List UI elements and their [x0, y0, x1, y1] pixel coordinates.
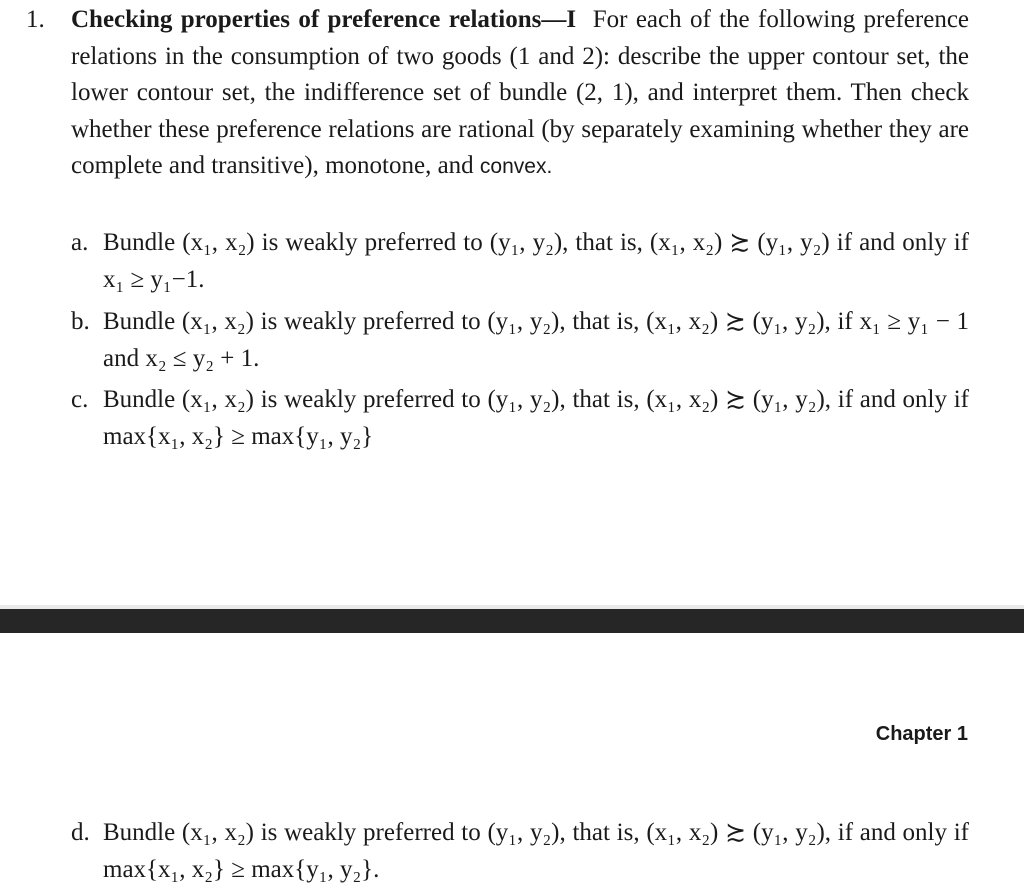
sub-item-text: Bundle (x₁, x₂) is weakly preferred to (y₁, y₂), that is, (x₁, x₂) ≿ (y₁, y₂), if and only if max{x₁, x₂} ≥ max{y₁, y₂}. [103, 819, 969, 883]
sub-item-text: Bundle (x₁, x₂) is weakly preferred to (y₁, y₂), that is, (x₁, x₂) ≿ (y₁, y₂), if and only if max{x₁, x₂} ≥ max{y₁, y₂} [103, 386, 969, 450]
sub-item-text: Bundle (x₁, x₂) is weakly preferred to (y₁, y₂), that is, (x₁, x₂) ≿ (y₁, y₂) if and only if x₁ ≥ y₁−1. [103, 229, 969, 293]
problem-intro-last-word: convex. [479, 155, 553, 178]
sub-item-label: d. [71, 819, 90, 846]
problem-number: 1. [26, 6, 45, 33]
sub-item-label: c. [71, 386, 89, 413]
problem-statement [71, 2, 969, 186]
chapter-label: Chapter 1 [875, 723, 968, 745]
page-separator-bar [0, 609, 1024, 633]
problem-intro: For each of the following preference relations in the consumption of two goods (1 and 2): describe the upper contour set, the lower contour set, the indifference set of bundle (2, 1), and interpret them. Then check whether these preference relations are rational (by separately examining whether they are complete and transitive), monotone, and [71, 6, 970, 179]
sub-item-label: b. [71, 308, 90, 335]
problem-title: Checking properties of preference relations—I [71, 6, 577, 33]
page-bottom [0, 633, 1024, 887]
sub-item-text: Bundle (x₁, x₂) is weakly preferred to (y₁, y₂), that is, (x₁, x₂) ≿ (y₁, y₂), if x₁ ≥ y₁ − 1 and x₂ ≤ y₂ + 1. [103, 308, 969, 372]
sub-item-label: a. [71, 229, 89, 256]
